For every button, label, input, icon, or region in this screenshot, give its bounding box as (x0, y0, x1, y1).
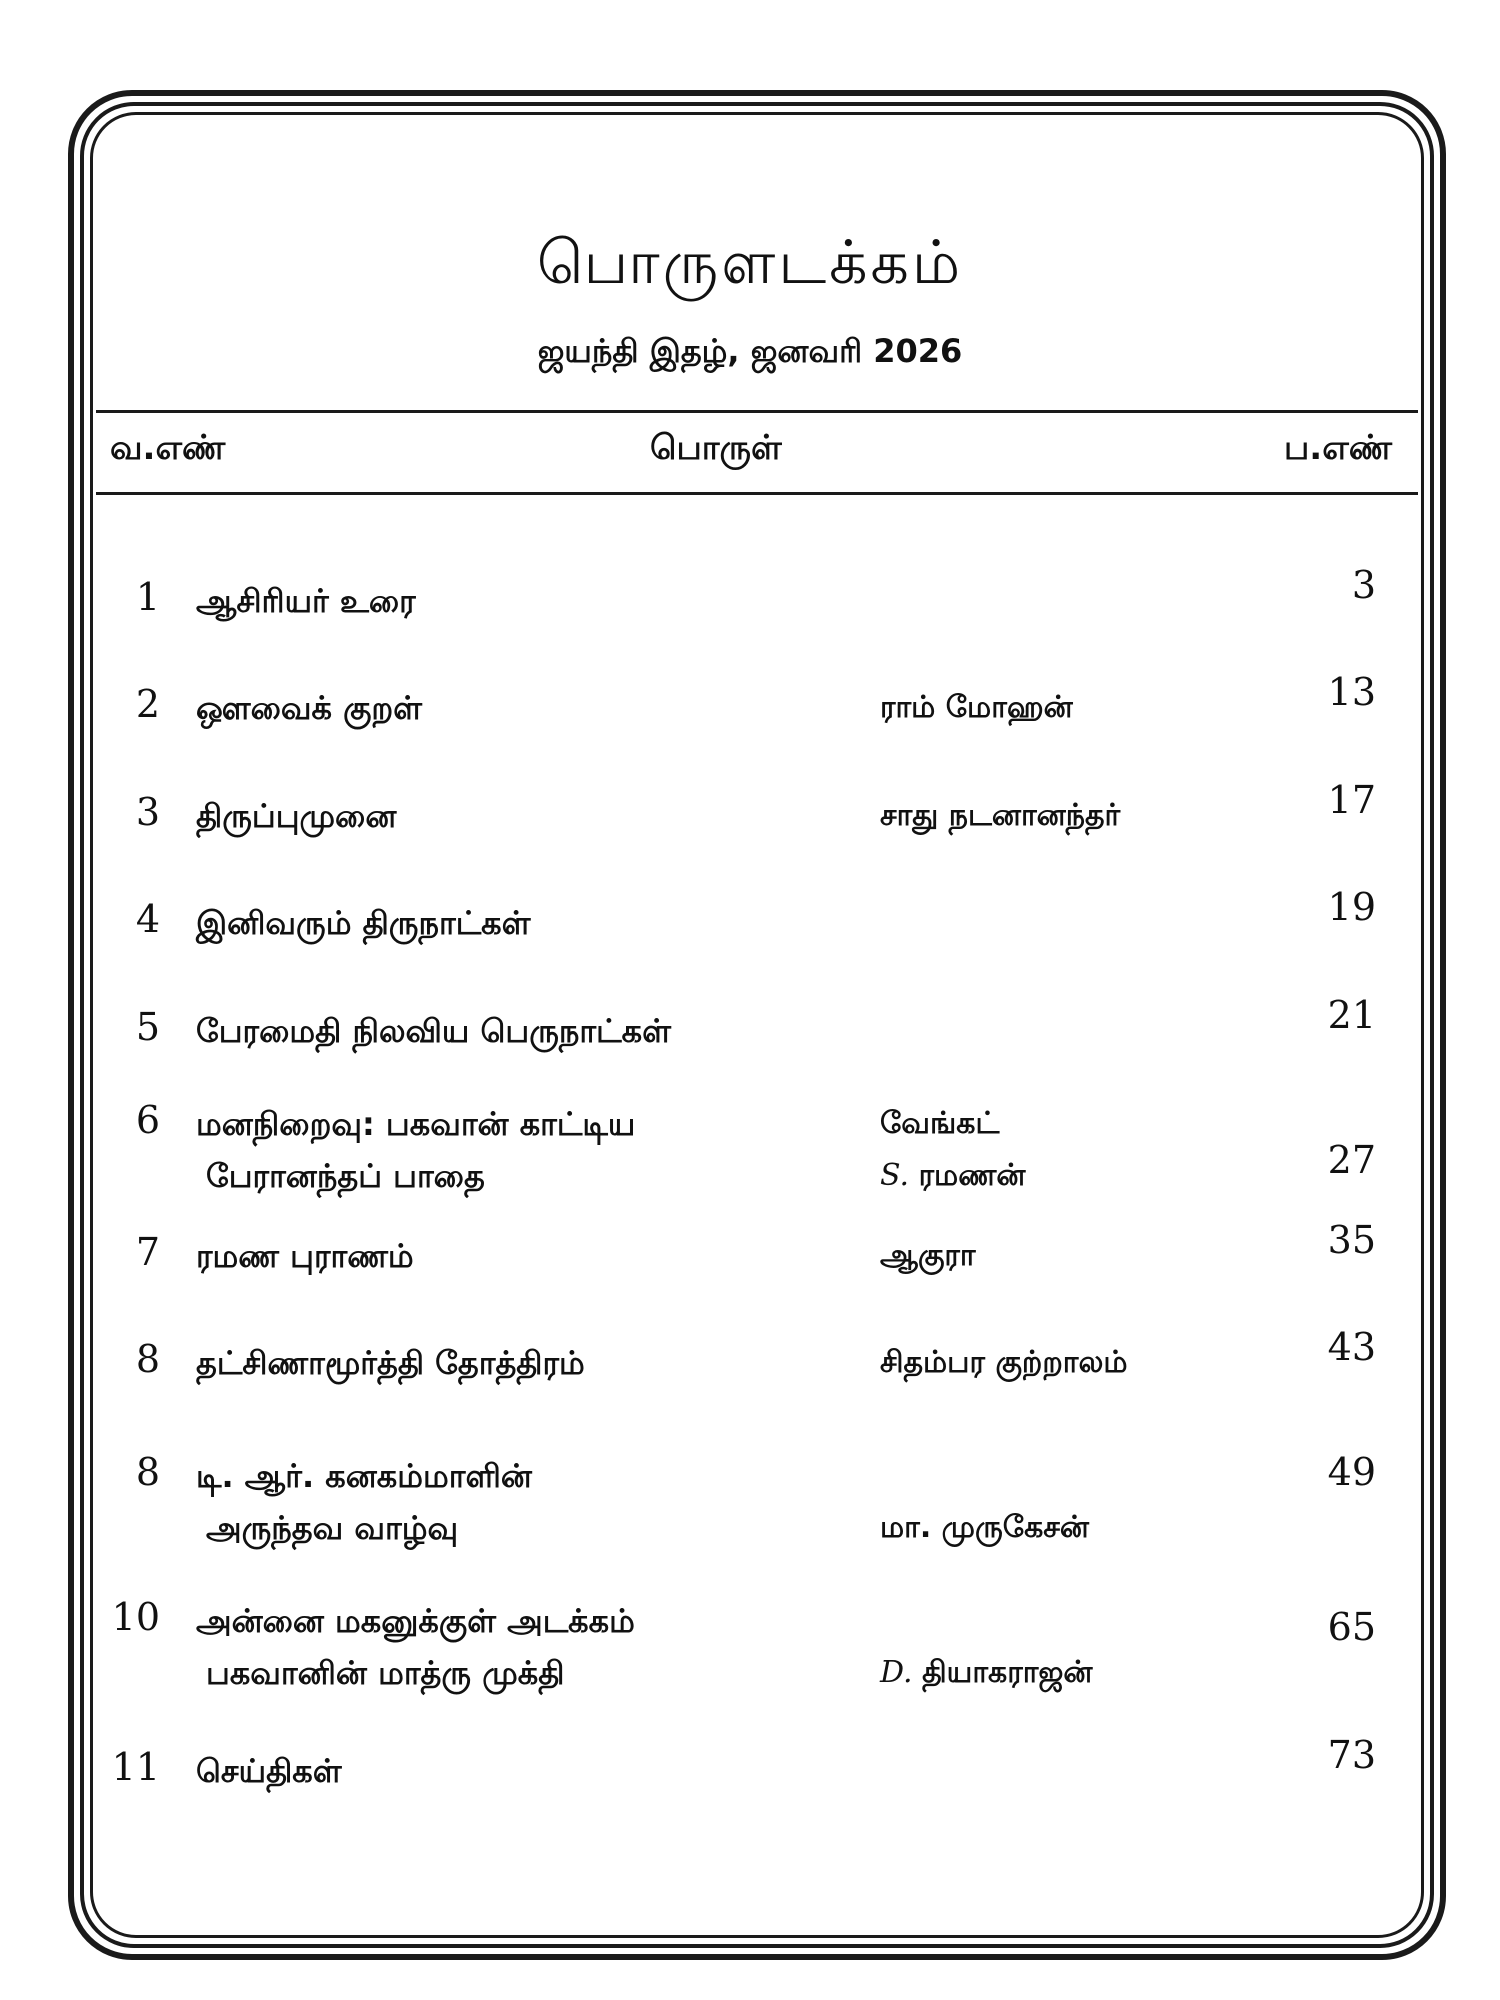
header-rule-bottom (96, 492, 1418, 495)
entry-title (196, 1098, 856, 1202)
entry-number: 8 (135, 1337, 160, 1381)
entry-number: 10 (111, 1595, 160, 1639)
entry-page-number: 35 (1327, 1218, 1376, 1262)
entry-page-number: 65 (1327, 1605, 1376, 1649)
entry-page-number: 27 (1327, 1138, 1376, 1182)
entry-author-line: சிதம்பர குற்றாலம் (880, 1345, 1128, 1380)
entry-title (196, 1005, 856, 1057)
entry-author-line: வேங்கட் (880, 1106, 1000, 1141)
header-rule-top (96, 410, 1418, 413)
entry-author (880, 1647, 1280, 1699)
entry-author (880, 1098, 1280, 1202)
entry-title-line: இனிவரும் திருநாட்கள் (196, 904, 531, 942)
entry-title-line: பகவானின் மாத்ரு முக்தி (206, 1654, 565, 1692)
entry-title-line: ஆசிரியர் உரை (196, 582, 416, 620)
entry-title (196, 1230, 856, 1282)
entry-page-number: 21 (1327, 993, 1376, 1037)
entry-author-line: மா. முருகேசன் (880, 1510, 1089, 1545)
entry-title-line: அருந்தவ வாழ்வு (206, 1509, 459, 1547)
entry-author-line: ஆகுரா (880, 1238, 976, 1273)
entry-page-number: 19 (1327, 885, 1376, 929)
entry-page-number: 17 (1327, 778, 1376, 822)
entry-page-number: 3 (1351, 563, 1376, 607)
entry-title (196, 1595, 856, 1699)
entry-number: 11 (111, 1745, 160, 1789)
entry-title (196, 1337, 856, 1389)
issue-subtitle: ஜயந்தி இதழ், ஜனவரி 2026 (537, 332, 963, 370)
entry-page-number: 49 (1327, 1450, 1376, 1494)
column-header-number: வ.எண் (110, 428, 226, 468)
entry-page-number: 43 (1327, 1325, 1376, 1369)
entry-author-line: ராம் மோஹன் (880, 690, 1073, 725)
entry-page-number: 73 (1327, 1733, 1376, 1777)
column-header-page: ப.எண் (1283, 428, 1392, 468)
entry-number: 4 (135, 897, 160, 941)
entry-title-line: மனநிறைவு: பகவான் காட்டிய (196, 1105, 636, 1143)
entry-number: 6 (135, 1098, 160, 1142)
entry-title (196, 1745, 856, 1797)
entry-author-line: D. தியாகராஜன் (880, 1655, 1093, 1690)
entry-title-line: டி. ஆர். கனகம்மாளின் (196, 1457, 532, 1495)
entry-number: 1 (135, 575, 160, 619)
entry-title-line: திருப்புமுனை (196, 797, 397, 835)
entry-title-line: அன்னை மகனுக்குள் அடக்கம் (196, 1602, 635, 1640)
entry-author (880, 790, 1280, 842)
entry-number: 7 (135, 1230, 160, 1274)
column-header-topic: பொருள் (650, 428, 782, 468)
entry-title (196, 897, 856, 949)
entry-number: 5 (135, 1005, 160, 1049)
entry-author-line: சாது நடனானந்தர் (880, 798, 1121, 833)
entry-title-line: பேரானந்தப் பாதை (206, 1157, 485, 1195)
entry-author (880, 1502, 1280, 1554)
entry-title-line: ரமண புராணம் (196, 1237, 414, 1275)
entry-title (196, 1450, 856, 1554)
entry-title (196, 575, 856, 627)
entry-author (880, 682, 1280, 734)
entry-number: 2 (135, 682, 160, 726)
entry-title-line: செய்திகள் (196, 1752, 342, 1790)
entry-number: 3 (135, 790, 160, 834)
entry-title-line: ஔவைக் குறள் (196, 689, 422, 727)
entry-author (880, 1337, 1280, 1389)
entry-title-line: பேரமைதி நிலவிய பெருநாட்கள் (196, 1012, 671, 1050)
entry-author (880, 1230, 1280, 1282)
entry-page-number: 13 (1327, 670, 1376, 714)
page-title: பொருளடக்கம் (536, 228, 964, 298)
entry-title-line: தட்சிணாமூர்த்தி தோத்திரம் (196, 1344, 585, 1382)
entry-title (196, 790, 856, 842)
entry-author-line: S. ரமணன் (880, 1158, 1026, 1193)
entry-number: 8 (135, 1450, 160, 1494)
entry-title (196, 682, 856, 734)
